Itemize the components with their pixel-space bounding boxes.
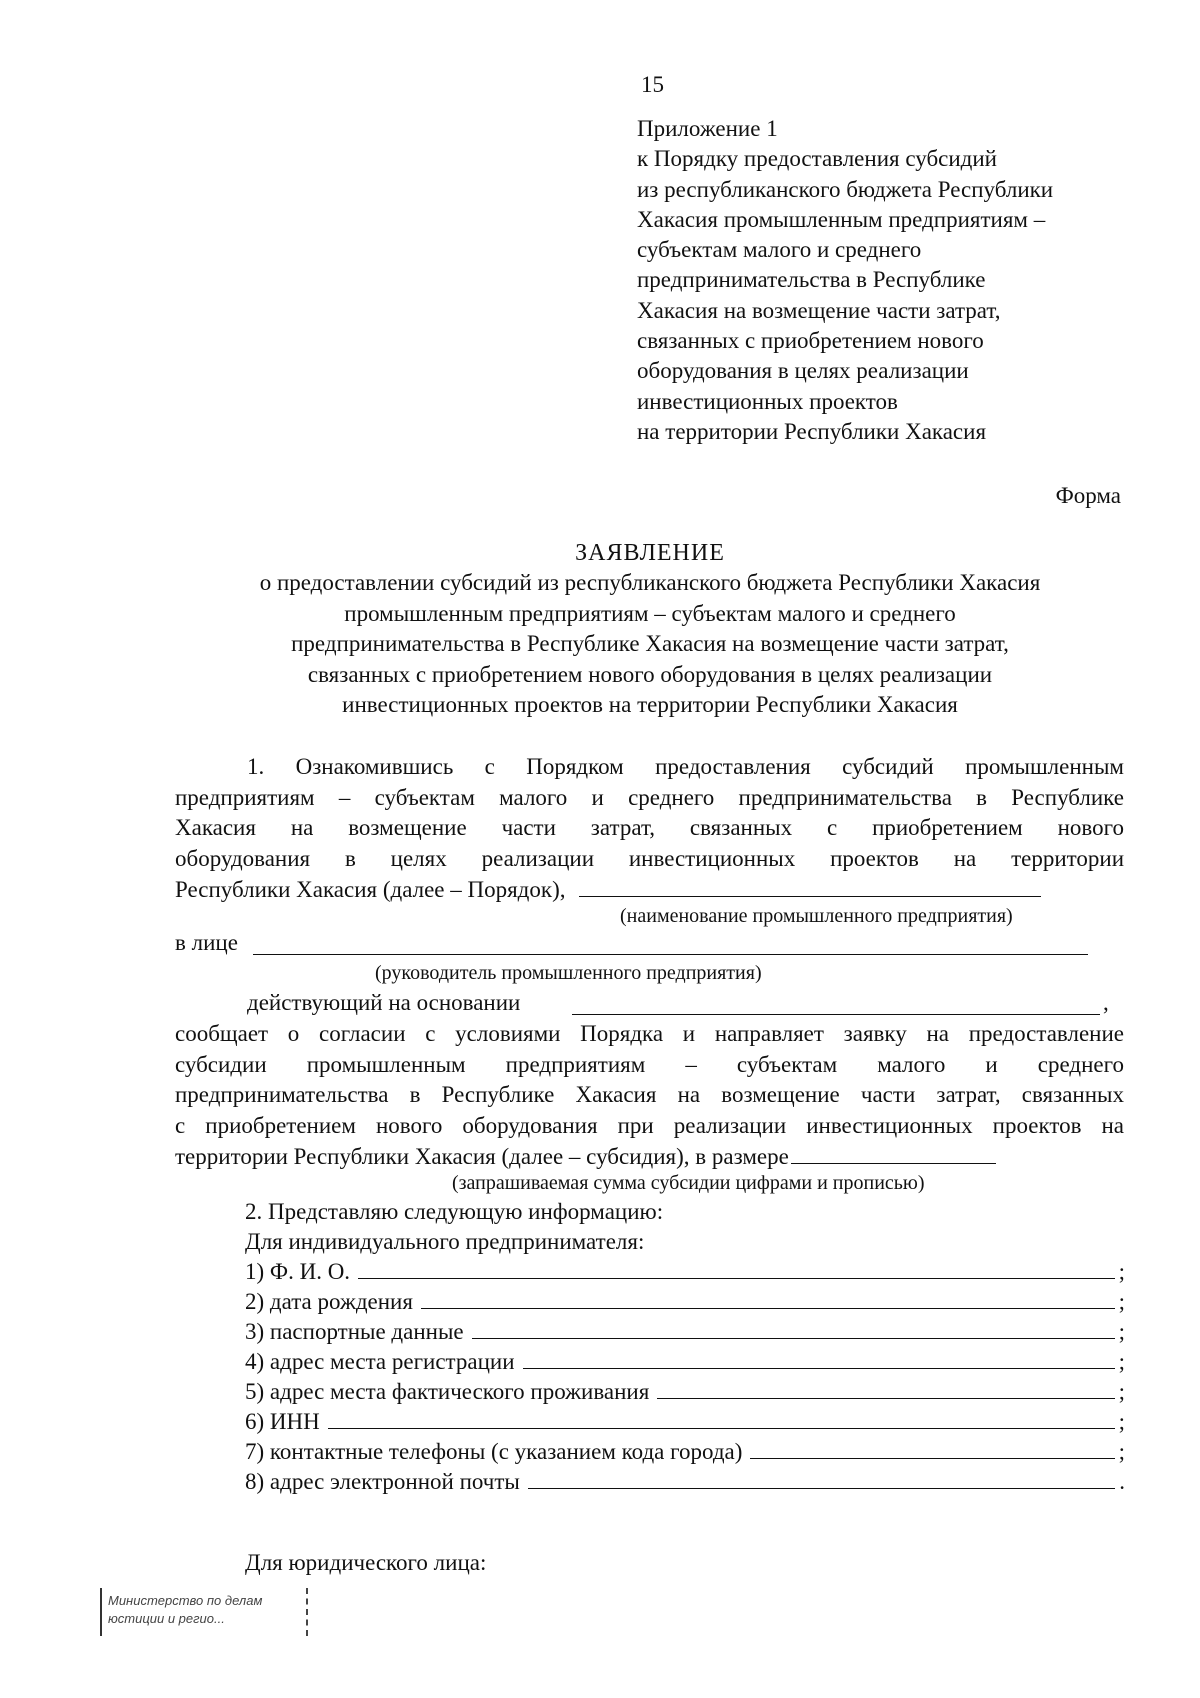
phone-input[interactable] [750, 1438, 1114, 1459]
paragraph-line [175, 1141, 1124, 1173]
field-end: ; [1118, 1349, 1125, 1374]
subtitle-line: связанных с приобретением нового оборудования в целях реализации [307, 661, 993, 687]
document-subtitle [200, 568, 1100, 721]
ip-field-row [245, 1287, 1125, 1317]
subsidy-amount-hint: (запрашиваемая сумма субсидии цифрами и прописью) [452, 1172, 925, 1194]
appendix-line: на территории Республики Хакасия [637, 418, 987, 444]
paragraph-line: предприятиям – субъектам малого и среднего предпринимательства в Республике [175, 784, 1124, 810]
field-end: ; [1118, 1379, 1125, 1404]
appendix-line: Хакасия промышленным предприятиям – [637, 206, 1046, 232]
inn-input[interactable] [328, 1408, 1115, 1429]
field-end: . [1119, 1469, 1125, 1494]
paragraph-line: оборудования в целях реализации инвестиционных проектов на территории [175, 845, 1124, 871]
ip-heading: Для индивидуального предпринимателя: [245, 1229, 645, 1254]
field-label: 4) адрес места регистрации [245, 1349, 515, 1374]
field-label: 3) паспортные данные [245, 1319, 464, 1344]
ip-field-row [245, 1257, 1125, 1287]
ip-field-row [245, 1437, 1125, 1467]
legal-entity-heading: Для юридического лица: [245, 1550, 487, 1575]
paragraph-line: 1. Ознакомившись с Порядком предоставления субсидий промышленным [247, 754, 1124, 779]
company-name-field[interactable] [579, 874, 1041, 897]
paragraph-line: с приобретением нового оборудования при реализации инвестиционных проектов на [175, 1112, 1124, 1138]
head-name-field[interactable] [253, 932, 1088, 955]
paragraph-line: предпринимательства в Республике Хакасия на возмещение части затрат, связанных [175, 1082, 1124, 1107]
appendix-line: к Порядку предоставления субсидий [637, 146, 997, 172]
field-label: 8) адрес электронной почты [245, 1469, 520, 1494]
field-end: ; [1118, 1289, 1125, 1314]
field-label: 5) адрес места фактического проживания [245, 1379, 650, 1404]
birth-date-input[interactable] [421, 1288, 1115, 1309]
field-label: 1) Ф. И. О. [245, 1259, 351, 1284]
paragraph-line: субсидии промышленным предприятиям – субъектам малого и среднего [175, 1051, 1124, 1077]
acting-basis-field[interactable] [572, 992, 1100, 1015]
residence-address-input[interactable] [657, 1378, 1114, 1399]
company-name-hint: (наименование промышленного предприятия) [620, 905, 1013, 927]
appendix-line: Приложение 1 [637, 116, 778, 141]
stamp-line: Министерство по делам [108, 1593, 263, 1608]
appendix-line: из республиканского бюджета Республики [637, 176, 1054, 202]
field-end: ; [1118, 1319, 1125, 1344]
appendix-line: оборудования в целях реализации [637, 358, 969, 384]
subsidy-amount-field[interactable] [791, 1141, 996, 1164]
paragraph-line-text: территории Республики Хакасия (далее – субсидия), в размере [175, 1144, 789, 1169]
in-person-label: в лице [175, 930, 238, 955]
field-end: ; [1118, 1439, 1125, 1464]
passport-input[interactable] [472, 1318, 1115, 1339]
paragraph-2 [175, 1019, 1124, 1173]
appendix-line: Хакасия на возмещение части затрат, [637, 297, 1001, 323]
acting-basis-label: действующий на основании [247, 990, 521, 1015]
subtitle-line: промышленным предприятиям – субъектам малого и среднего [344, 600, 956, 626]
paragraph-line-text: Республики Хакасия (далее – Порядок), [175, 877, 566, 902]
subtitle-line: инвестиционных проектов на территории Республики Хакасия [342, 692, 958, 717]
appendix-line: предпринимательства в Республике [637, 267, 986, 293]
appendix-block [637, 114, 1157, 447]
field-label: 6) ИНН [245, 1409, 320, 1434]
paragraph-line: Хакасия на возмещение части затрат, связанных с приобретением нового [175, 815, 1124, 840]
ip-fields-list [245, 1257, 1125, 1497]
field-end: ; [1118, 1409, 1125, 1434]
appendix-line: инвестиционных проектов [637, 388, 898, 414]
field-label: 7) контактные телефоны (с указанием кода города) [245, 1439, 743, 1464]
paragraph-line: сообщает о согласии с условиями Порядка и направляет заявку на предоставление [175, 1021, 1124, 1046]
registration-address-input[interactable] [523, 1348, 1115, 1369]
head-name-hint: (руководитель промышленного предприятия) [375, 962, 762, 984]
field-end: ; [1118, 1259, 1125, 1284]
field-label: 2) дата рождения [245, 1289, 413, 1314]
ip-field-row [245, 1317, 1125, 1347]
section-2-heading: 2. Представляю следующую информацию: [245, 1199, 664, 1224]
acting-basis-comma: , [1103, 990, 1109, 1015]
fio-input[interactable] [358, 1258, 1115, 1279]
ip-field-row [245, 1347, 1125, 1377]
document-title: ЗАЯВЛЕНИЕ [575, 540, 725, 566]
email-input[interactable] [528, 1468, 1115, 1489]
form-label: Форма [1055, 483, 1121, 508]
appendix-line: связанных с приобретением нового [637, 328, 984, 354]
appendix-line: субъектам малого и среднего [637, 237, 922, 263]
subtitle-line: предпринимательства в Республике Хакасия на возмещение части затрат, [291, 631, 1009, 656]
paragraph-1 [175, 752, 1124, 906]
ip-field-row [245, 1377, 1125, 1407]
paragraph-line [175, 874, 1124, 906]
subtitle-line: о предоставлении субсидий из республиканского бюджета Республики Хакасия [259, 570, 1041, 595]
stamp-line: юстиции и регио... [108, 1611, 225, 1626]
page-number: 15 [641, 72, 664, 97]
registration-stamp [100, 1588, 308, 1636]
ip-field-row [245, 1407, 1125, 1437]
ip-field-row [245, 1467, 1125, 1497]
